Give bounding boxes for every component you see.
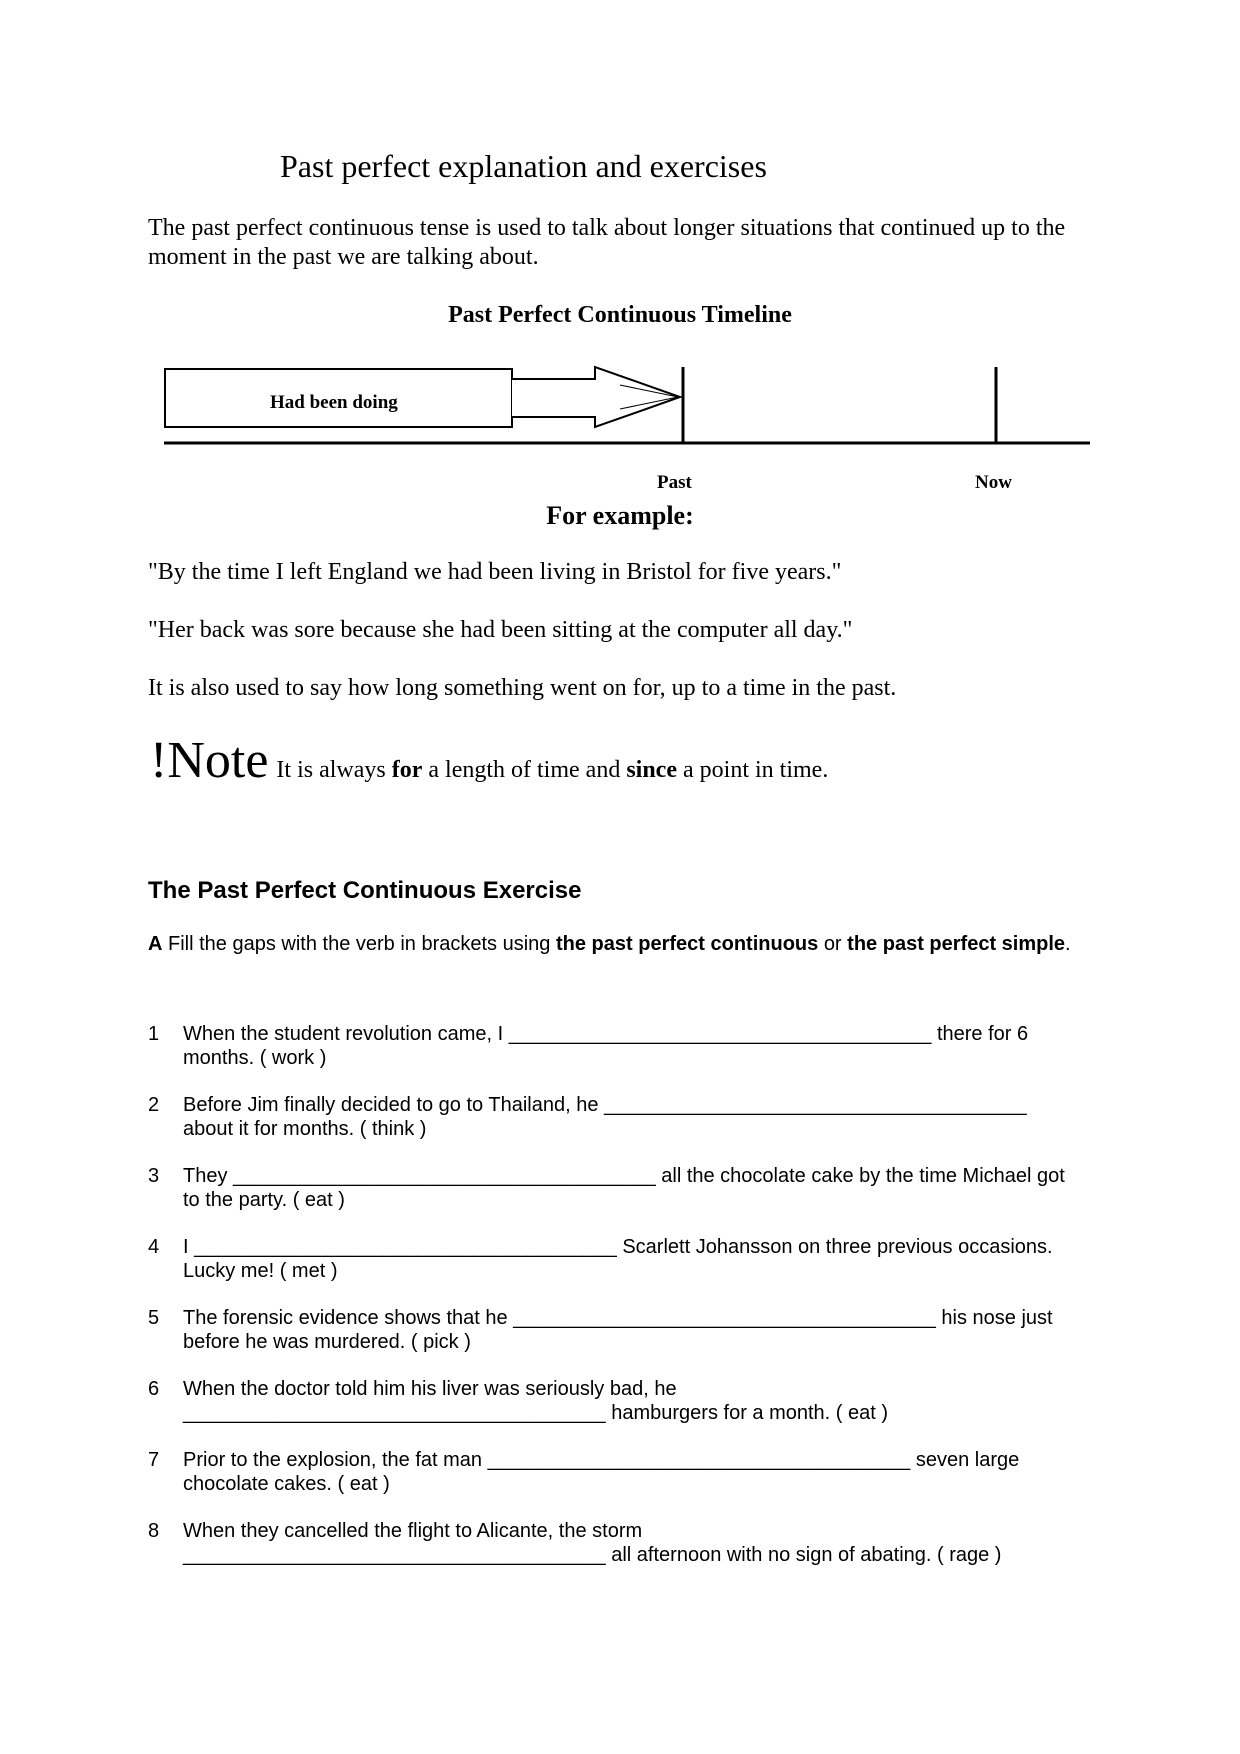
- exercise-heading: The Past Perfect Continuous Exercise: [148, 877, 582, 904]
- box-label: Had been doing: [270, 392, 398, 413]
- question-number: 8: [148, 1520, 160, 1542]
- question-number: 2: [148, 1094, 160, 1116]
- timeline-heading: Past Perfect Continuous Timeline: [448, 302, 792, 328]
- question-text: When they cancelled the flight to Alicante, the storm ______________________________________ all afternoon with no sign of abating. ( rage ): [183, 1520, 1002, 1566]
- note-text: It is always for a length of time and since a point in time.: [276, 757, 829, 783]
- question-text: They ______________________________________ all the chocolate cake by the time Michael got to the party. ( eat ): [183, 1165, 1065, 1211]
- exercise-instruction: A Fill the gaps with the verb in brackets using the past perfect continuous or the past perfect simple.: [148, 933, 1071, 955]
- past-label: Past: [657, 472, 692, 493]
- example-heading: For example:: [546, 501, 694, 530]
- intro-paragraph: The past perfect continuous tense is used to talk about longer situations that continued up to the moment in the past we are talking about.: [148, 215, 1066, 270]
- question-text: When the doctor told him his liver was seriously bad, he ______________________________________ hamburgers for a month. ( eat ): [183, 1378, 889, 1424]
- question-number: 6: [148, 1378, 160, 1400]
- note-marker: !Note: [150, 732, 269, 789]
- now-label: Now: [975, 472, 1012, 493]
- question-number: 1: [148, 1023, 160, 1045]
- question-text: I ______________________________________ Scarlett Johansson on three previous occasions. Lucky me! ( met ): [183, 1236, 1053, 1282]
- page-title: Past perfect explanation and exercises: [280, 148, 767, 184]
- question-text: When the student revolution came, I ______________________________________ there for 6 months. ( work ): [183, 1023, 1029, 1069]
- example-sentence: "Her back was sore because she had been sitting at the computer all day.": [148, 617, 853, 643]
- note: [150, 731, 828, 791]
- timeline-diagram: [150, 355, 1100, 495]
- duration-arrow: [512, 367, 680, 427]
- question-number: 4: [148, 1236, 160, 1258]
- question-number: 5: [148, 1307, 160, 1329]
- usage-sentence: It is also used to say how long something went on for, up to a time in the past.: [148, 675, 897, 701]
- question-text: The forensic evidence shows that he ______________________________________ his nose just before he was murdered. ( pick ): [183, 1307, 1053, 1353]
- question-number: 7: [148, 1449, 160, 1471]
- question-number: 3: [148, 1165, 160, 1187]
- question-text: Prior to the explosion, the fat man ______________________________________ seven large chocolate cakes. ( eat ): [183, 1449, 1020, 1495]
- question-text: Before Jim finally decided to go to Thailand, he ______________________________________ about it for months. ( think ): [183, 1094, 1027, 1140]
- example-sentence: "By the time I left England we had been living in Bristol for five years.": [148, 559, 842, 585]
